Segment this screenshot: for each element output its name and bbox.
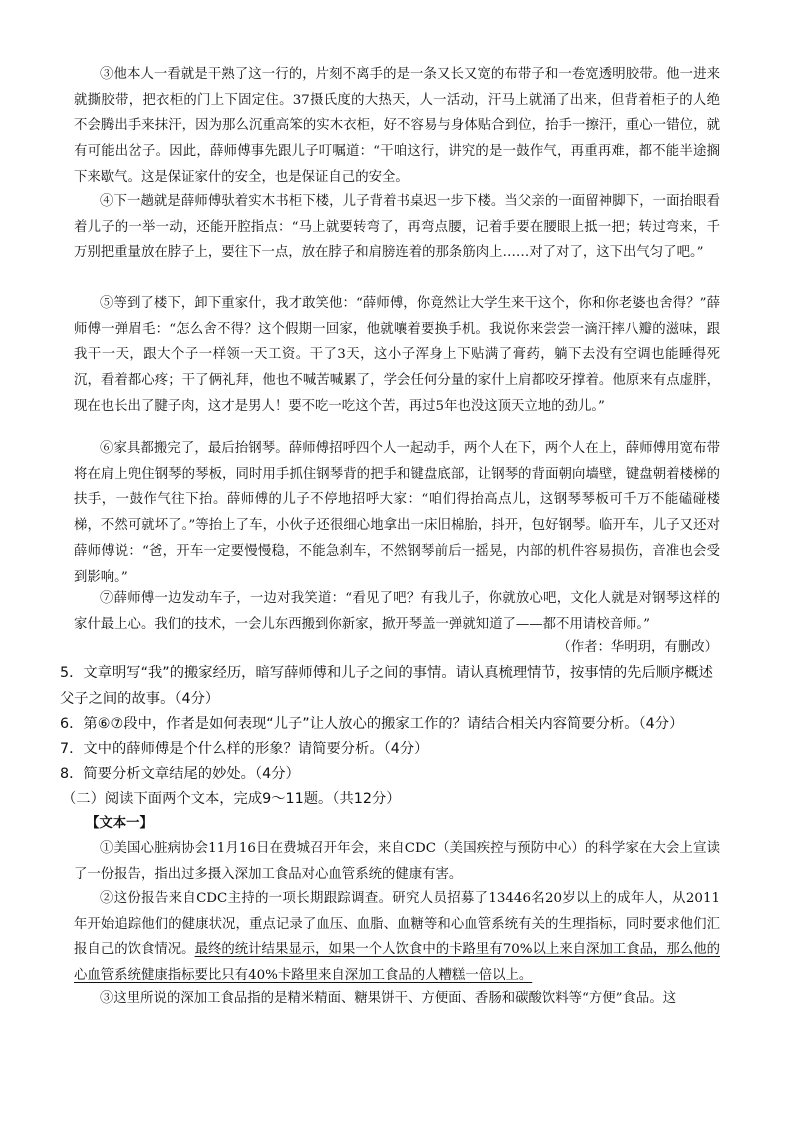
passage-paragraph-5: ⑤等到了楼下，卸下重家什，我才敢笑他：“薛师傅，你竟然让大学生来干这个，你和你老婆也舍得？”薛师傅一弹眉毛：“怎么舍不得？这个假期一回家，他就嚷着要换手机。我说你来尝尝一滴汗摔八瓣的滋味，跟我干一天，跟大个子一样领一天工资。干了3天，这小子浑身上下贴满了膏药，躺下去没有空调也能睡得死沉，看着都心疼；干了俩礼拜，他也不喊苦喊累了，学会任何分量的家什上肩都咬牙撑着。他原来有点虚胖，现在也长出了腱子肉，这才是男人！要不吃一吃这个苦，再过5年也没这顶天立地的劲儿。” xyxy=(74,296,720,414)
author-credit: （作者：华明玥，有删改） xyxy=(557,640,718,655)
question-7: 7．文中的薛师傅是个什么样的形象？请简要分析。（4分） xyxy=(60,741,429,757)
passage-paragraph-4: ④下一趟就是薛师傅驮着实木书柜下楼，儿子背着书桌迟一步下楼。当父亲的一面留神脚下，一面抬眼看着儿子的一举一动，还能开腔指点：“马上就要转弯了，再弯点腰，记着手要在腰眼上抵一把；转过弯来，千万别把重量放在脖子上，要往下一点，放在脖子和肩膀连着的那条筋肉上……对了对了，这下出气匀了吧。” xyxy=(74,194,720,261)
text-1-paragraph-3: ③这里所说的深加工食品指的是精米精面、糖果饼干、方便面、香肠和碳酸饮料等“方便”食品。这 xyxy=(100,991,677,1006)
section-2-heading: （二）阅读下面两个文本，完成9～11题。（共12分） xyxy=(62,791,401,807)
text-1-label: 【文本一】 xyxy=(86,816,153,831)
passage-paragraph-3: ③他本人一看就是干熟了这一行的，片刻不离手的是一条又长又宽的布带子和一卷宽透明胶带。他一进来就撕胶带，把衣柜的门上下固定住。37摄氏度的大热天，人一活动，汗马上就涌了出来，但背着柜子的人绝不会腾出手来抹汗，因为那么沉重高笨的实木衣柜，好不容易与身体贴合到位，抬手一擦汗，重心一错位，就有可能出岔子。因此，薛师傅事先跟儿子叮嘱道：“干咱这行，讲究的是一鼓作气，再重再难，都不能半途搁下来歇气。这是保证家什的安全，也是保证自己的安全。 xyxy=(74,67,720,185)
passage-paragraph-7: ⑦薛师傅一边发动车子，一边对我笑道：“看见了吧？有我儿子，你就放心吧，文化人就是对钢琴这样的家什最上心。我们的技术，一会儿东西搬到你新家，掀开琴盖一弹就知道了——都不用请校音师。” xyxy=(74,591,720,632)
passage-paragraph-6: ⑥家具都搬完了，最后抬钢琴。薛师傅招呼四个人一起动手，两个人在下，两个人在上，薛师傅用宽布带将在肩上兜住钢琴的琴板，同时用手抓住钢琴背的把手和键盘底部，让钢琴的背面朝向墙壁，键盘朝着楼梯的扶手，一鼓作气往下抬。薛师傅的儿子不停地招呼大家：“咱们得抬高点儿，这钢琴琴板可千万不能磕碰楼梯，不然可就坏了。”等抬上了车，小伙子还很细心地拿出一床旧棉胎，抖开，包好钢琴。临开车，儿子又还对薛师傅说：“爸，开车一定要慢慢稳，不能急刹车，不然钢琴前后一摇晃，内部的机件容易损伤，音准也会受到影响。” xyxy=(74,441,720,585)
text-1-underlined-finding: 最终的统计结果显示，如果一个人饮食中的卡路里有70%以上来自深加工食品，那么他的心血管系统健康指标要比只有40%卡路里来自深加工食品的人糟糕一倍以上。 xyxy=(74,942,721,984)
text-1-paragraph-2 xyxy=(74,886,720,989)
text-1-paragraph-2-text: ②这份报告来自CDC主持的一项长期跟踪调查。研究人员招募了13446名20岁以上的成年人，从2011年开始追踪他们的健康状况，重点记录了血压、血脂、血糖等和心血管系统有关的生理指标，同时要求他们汇报自己的饮食情况。 xyxy=(74,891,720,958)
question-5: 5．文章明写“我”的搬家经历，暗写薛师傅和儿子之间的事情。请认真梳理情节，按事情的先后顺序概述父子之间的故事。（4分） xyxy=(60,665,713,707)
question-6: 6．第⑥⑦段中，作者是如何表现“儿子”让人放心的搬家工作的？请结合相关内容简要分析。（4分） xyxy=(60,716,684,732)
question-8: 8．简要分析文章结尾的妙处。（4分） xyxy=(60,766,300,782)
text-1-paragraph-1: ①美国心脏病协会11月16日在费城召开年会，来自CDC（美国疾控与预防中心）的科学家在大会上宣读了一份报告，指出过多摄入深加工食品对心血管系统的健康有害。 xyxy=(74,841,720,882)
